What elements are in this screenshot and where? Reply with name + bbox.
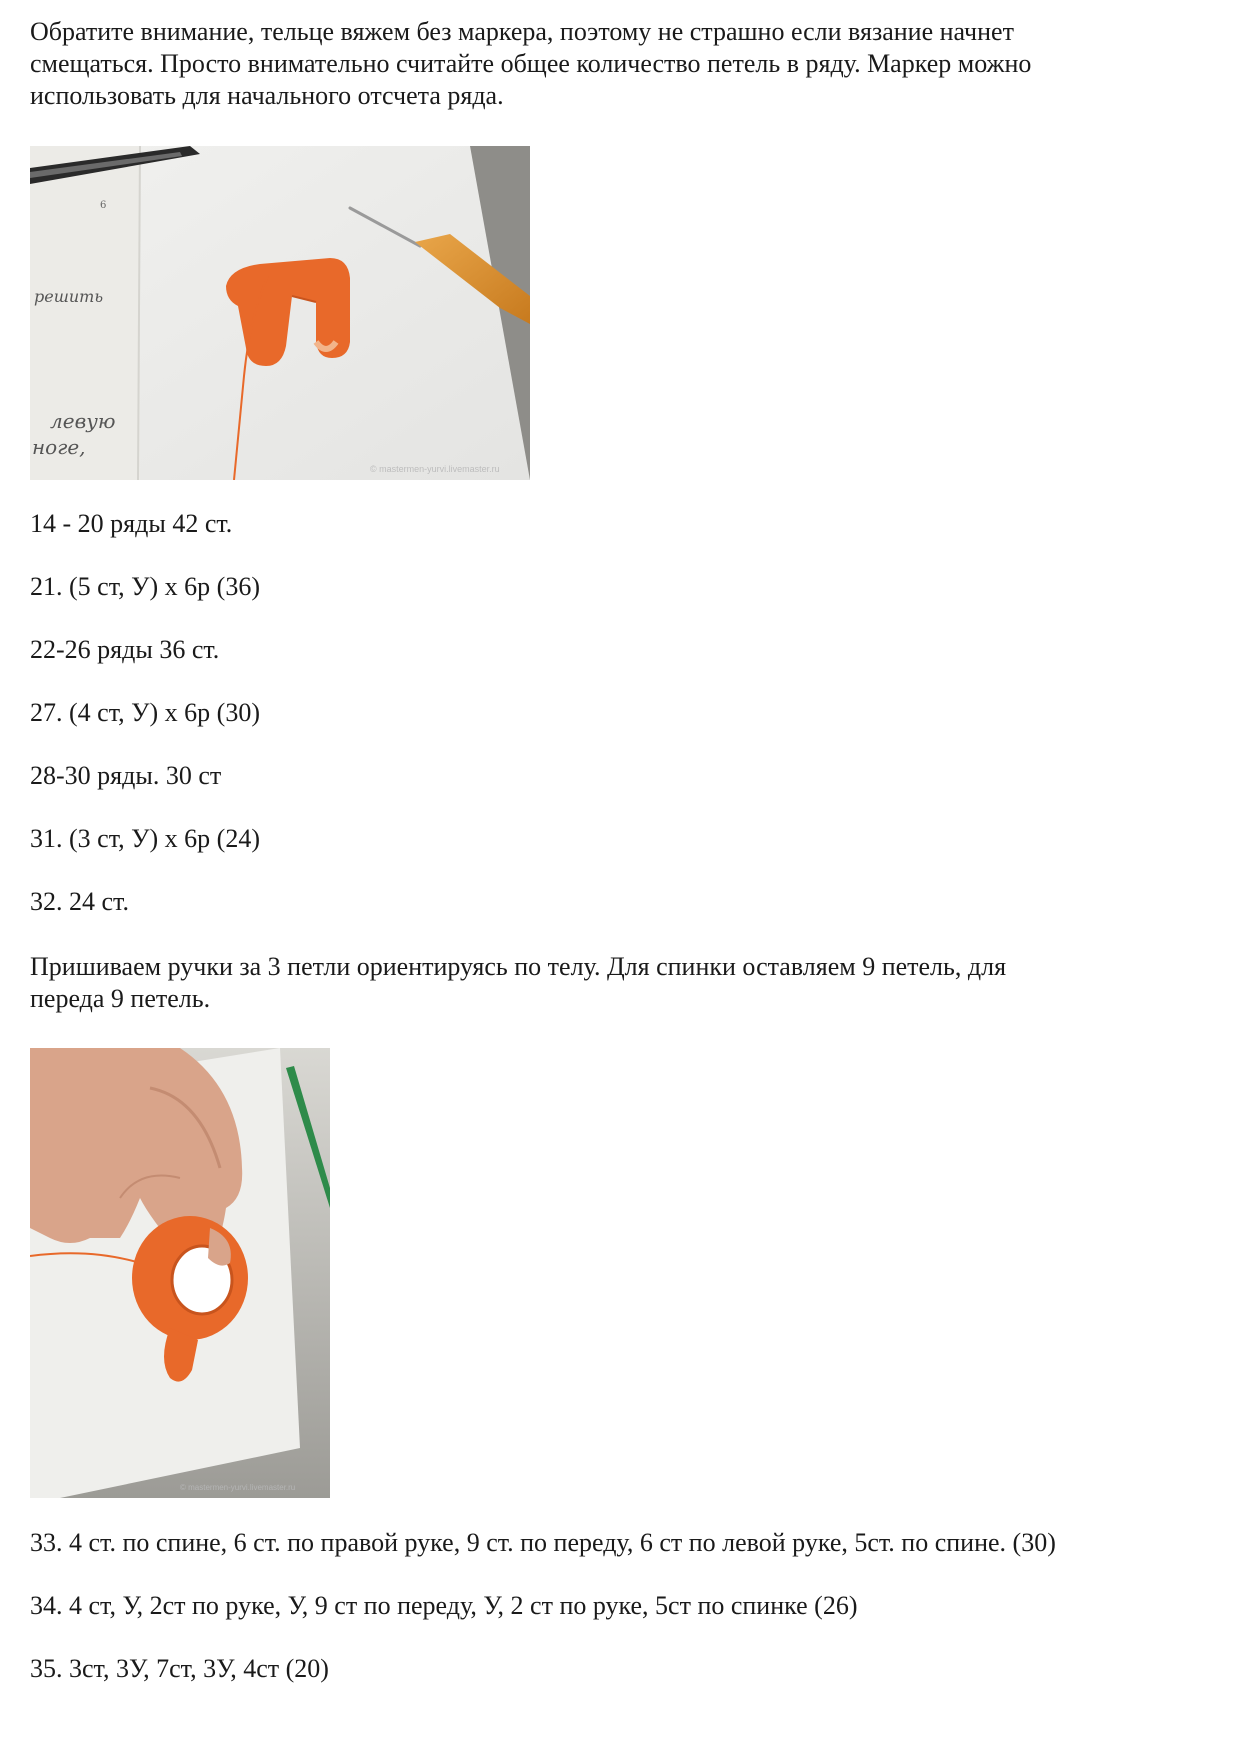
photo1-note-1: решить xyxy=(34,287,104,306)
row-line: 21. (5 ст, У) х 6р (36) xyxy=(30,572,260,601)
photo2-watermark: © mastermen-yurvi.livemaster.ru xyxy=(180,1483,296,1492)
sew-line-1: Пришиваем ручки за 3 петли ориентируясь по телу. Для спинки оставляем 9 петель, для xyxy=(30,952,1007,981)
row-line: 34. 4 ст, У, 2ст по руке, У, 9 ст по переду, У, 2 ст по руке, 5ст по спинке (26) xyxy=(30,1591,858,1620)
intro-line-1: Обратите внимание, тельце вяжем без маркера, поэтому не страшно если вязание начнет xyxy=(30,17,1014,46)
row-line: 27. (4 ст, У) х 6р (30) xyxy=(30,698,260,727)
intro-line-2: смещаться. Просто внимательно считайте общее количество петель в ряду. Маркер можно xyxy=(30,49,1032,78)
photo1-note-num: 6 xyxy=(100,200,107,211)
row-line: 14 - 20 ряды 42 ст. xyxy=(30,509,233,538)
row-line: 33. 4 ст. по спине, 6 ст. по правой руке, 9 ст. по переду, 6 ст по левой руке, 5ст. по спине. (30) xyxy=(30,1528,1056,1557)
photo1-note-2: левую xyxy=(50,409,116,433)
row-line: 31. (3 ст, У) х 6р (24) xyxy=(30,824,260,853)
photo1-watermark: © mastermen-yurvi.livemaster.ru xyxy=(370,464,500,474)
row-line: 22-26 ряды 36 ст. xyxy=(30,635,220,664)
photo-hand-holding-body xyxy=(30,1048,330,1498)
row-line: 35. 3ст, 3У, 7ст, 3У, 4ст (20) xyxy=(30,1654,329,1683)
intro-line-3: использовать для начального отсчета ряда. xyxy=(30,81,504,110)
row-line: 28-30 ряды. 30 ст xyxy=(30,761,222,790)
photo-crochet-legs xyxy=(30,146,530,480)
photo1-note-3: ноге, xyxy=(32,435,86,459)
row-line: 32. 24 ст. xyxy=(30,887,129,916)
sew-line-2: переда 9 петель. xyxy=(30,984,211,1013)
